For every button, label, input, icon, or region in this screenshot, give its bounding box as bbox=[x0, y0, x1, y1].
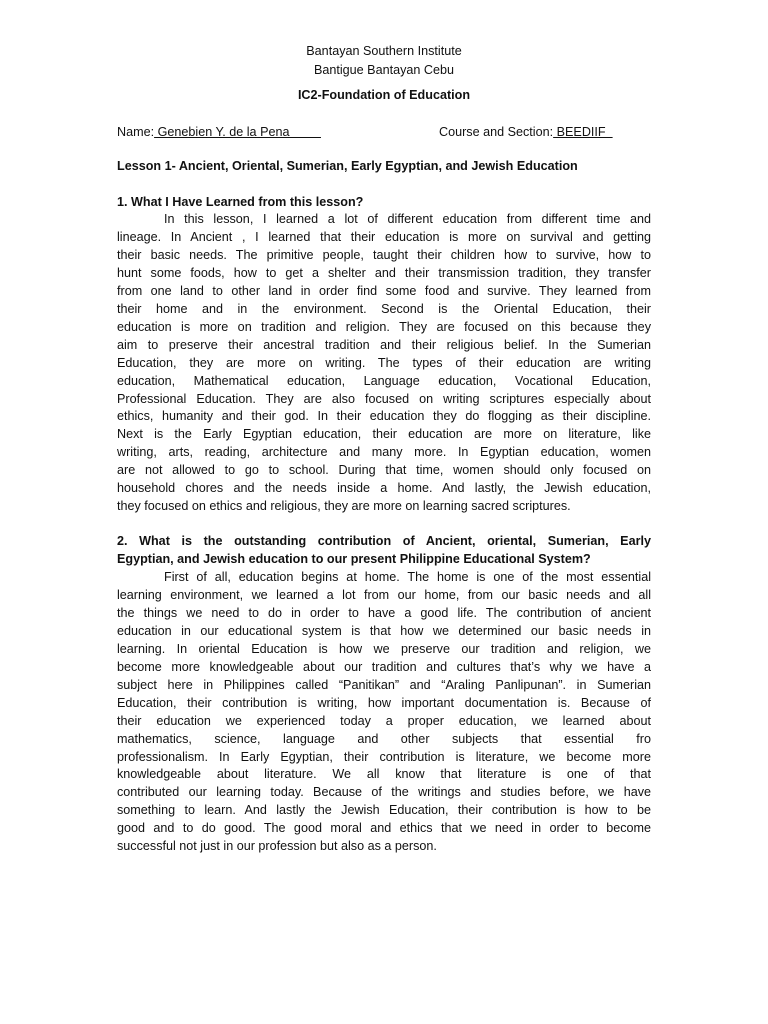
text-line: mathematics, science, language and other subjects that essential fro bbox=[117, 731, 651, 746]
text-line: contributed our learning today. Because of the writings and studies before, we have bbox=[117, 785, 651, 800]
text-line: ethics, humanity and their god. In their education they do flogging as their discipline. bbox=[117, 409, 651, 424]
text-line: their education we experienced today a proper education, we learned about bbox=[117, 713, 651, 728]
section-value: BEEDIIF bbox=[553, 125, 613, 139]
name-label: Name: bbox=[117, 125, 155, 139]
section-row bbox=[439, 125, 613, 139]
question2-answer bbox=[117, 569, 651, 856]
institution-address: Bantigue Bantayan Cebu bbox=[313, 63, 455, 77]
text-line: their home and in the environment. Second is the Oriental Education, their bbox=[117, 301, 651, 316]
name-value: Genebien Y. de la Pena bbox=[154, 125, 321, 139]
question1-heading: 1. What I Have Learned from this lesson? bbox=[117, 195, 364, 209]
institution-name: Bantayan Southern Institute bbox=[306, 44, 462, 58]
text-line: the things we need to do in order to have a good life. The contribution of ancient bbox=[117, 605, 651, 620]
text-line: Professional Education. They are also focused on writing scriptures especially about bbox=[117, 391, 651, 406]
text-line: Education, their contribution is writing, how important documentation is. Because of bbox=[117, 695, 651, 710]
text-line: First of all, education begins at home. The home is one of the most essential bbox=[164, 570, 651, 584]
text-line: In this lesson, I learned a lot of different education from different time and bbox=[164, 212, 651, 226]
text-line: Education, they are more on writing. The types of their education are writing bbox=[117, 355, 651, 370]
text-line: hunt some foods, how to get a shelter and their transmission tradition, they transfer bbox=[117, 265, 651, 280]
question1-answer bbox=[117, 211, 651, 516]
text-line: professionalism. In Early Egyptian, their contribution is literature, we become more bbox=[117, 749, 651, 764]
text-line: learning. In oriental Education is how we preserve our tradition and religion, we bbox=[117, 641, 651, 656]
text-line: education is more on tradition and religion. They are focused on this because they bbox=[117, 319, 651, 334]
question2-heading bbox=[117, 533, 651, 569]
text-line: writing, arts, reading, architecture and many more. In Egyptian education, women bbox=[117, 445, 651, 460]
text-line: 2. What is the outstanding contribution of Ancient, oriental, Sumerian, Early bbox=[117, 534, 651, 548]
text-line: become more knowledgeable about our tradition and cultures that’s why we have a bbox=[117, 659, 651, 674]
text-line: lineage. In Ancient , I learned that their education is more on survival and getting bbox=[117, 229, 651, 244]
text-line: Next is the Early Egyptian education, their education are more on literature, like bbox=[117, 427, 651, 442]
text-line: Egyptian, and Jewish education to our present Philippine Educational System? bbox=[117, 551, 591, 566]
text-line: subject here in Philippines called “Panitikan” and “Araling Panlipunan”. in Sumerian bbox=[117, 677, 651, 692]
lesson-title: Lesson 1- Ancient, Oriental, Sumerian, Early Egyptian, and Jewish Education bbox=[117, 159, 578, 173]
section-label: Course and Section: bbox=[439, 125, 554, 139]
text-line: household chores and the needs inside a home. And lastly, the Jewish education, bbox=[117, 481, 651, 496]
text-line: successful not just in our profession but also as a person. bbox=[117, 839, 437, 854]
text-line: good and to do good. The good moral and ethics that we need in order to become bbox=[117, 821, 651, 836]
text-line: are not allowed to go to school. During that time, women should only focused on bbox=[117, 463, 651, 478]
text-line: from one land to other land in order find some food and survive. They learned from bbox=[117, 283, 651, 298]
course-title: IC2-Foundation of Education bbox=[297, 88, 471, 102]
text-line: they focused on ethics and religious, they are more on learning sacred scriptures. bbox=[117, 499, 571, 514]
text-line: their basic needs. The primitive people, taught their children how to survive, how to bbox=[117, 247, 651, 262]
text-line: something to learn. And lastly the Jewish Education, their contribution is how to be bbox=[117, 803, 651, 818]
text-line: aim to preserve their ancestral tradition and their religious belief. In the Sumerian bbox=[117, 337, 651, 352]
text-line: education, Mathematical education, Language education, Vocational Education, bbox=[117, 373, 651, 388]
text-line: education in our educational system is that how we determined our basic needs in bbox=[117, 623, 651, 638]
text-line: knowledgeable about literature. We all know that literature is one of that bbox=[117, 767, 651, 782]
text-line: learning environment, we learned a lot from our home, from our basic needs and all bbox=[117, 587, 651, 602]
